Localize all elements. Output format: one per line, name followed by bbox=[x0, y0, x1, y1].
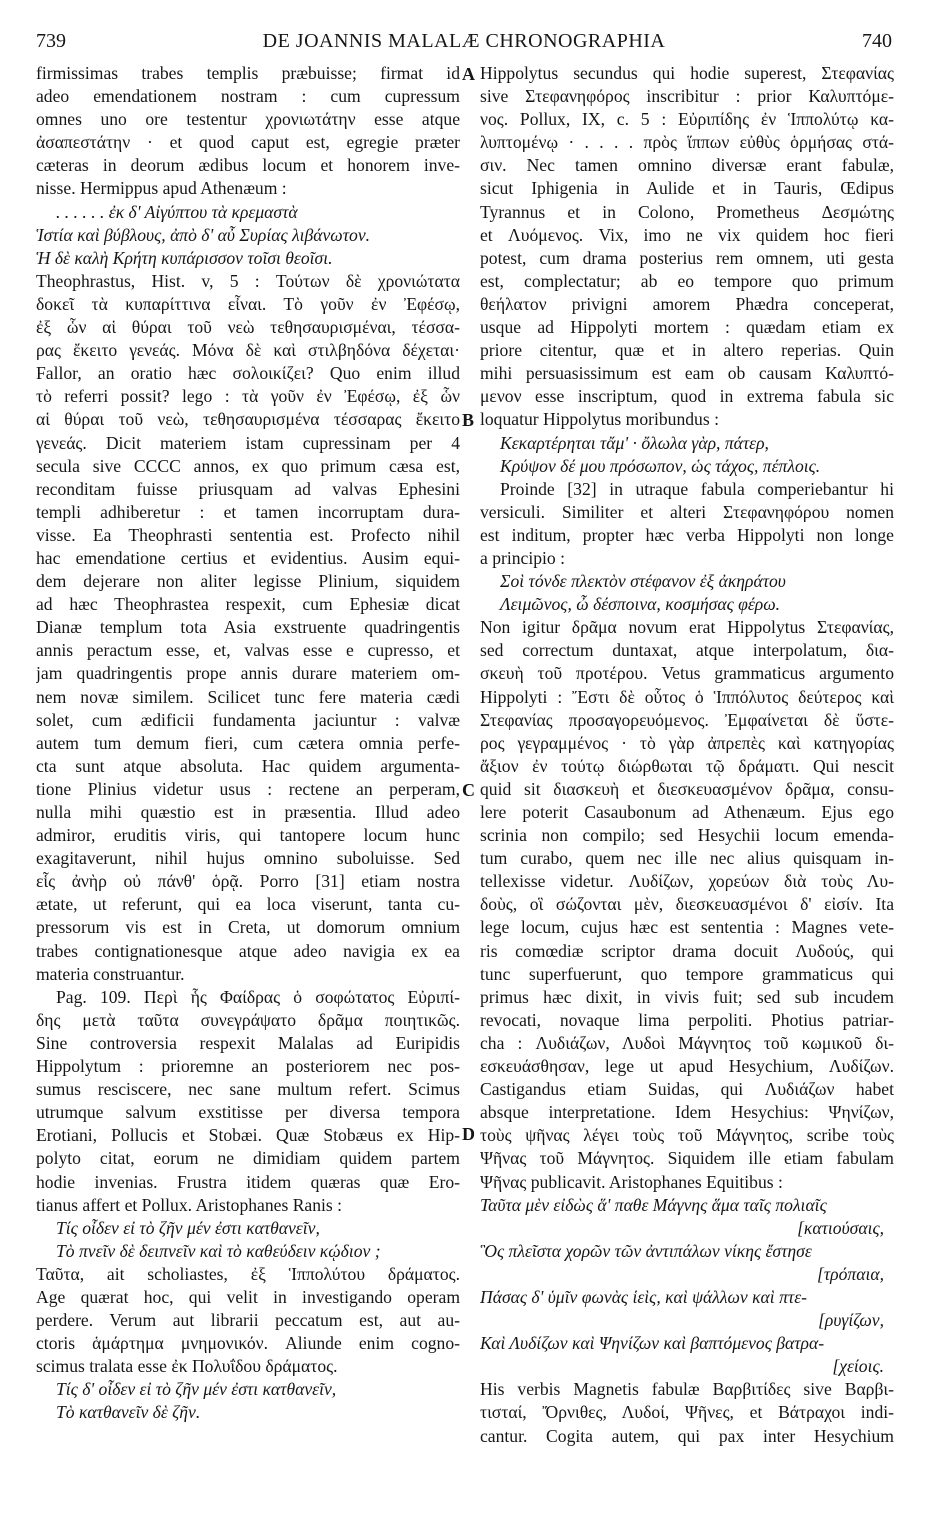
text-line: hodie invenias. Frustra itidem quæras quæ Ero- bbox=[36, 1171, 460, 1192]
verse-line: Ὃς πλεῖστα χορῶν τῶν ἀντιπάλων νίκης ἔστησε bbox=[480, 1240, 812, 1261]
page-number-right: 740 bbox=[862, 30, 892, 52]
text-line: tellexisse videtur. Λυδίζων, χορεύων διὰ τοὺς Λυ- bbox=[480, 871, 894, 892]
verse-line: [ρυγίζων, bbox=[818, 1310, 884, 1331]
text-line: lere poterit Casaubonum ad Athenæum. Ejus ego bbox=[480, 802, 894, 822]
text-line: μενον esse inscriptum, quod in extrema fabula sic bbox=[480, 386, 894, 407]
text-line: σιν. Nec tamen omnino diversæ erant fabulæ, bbox=[480, 155, 894, 176]
text-line: priore citentur, quæ et in altero reperias. Quin bbox=[480, 340, 894, 361]
text-line: scrinia non compilo; sed Hesychii locum emenda- bbox=[480, 825, 894, 846]
verse-line: Τίς δ' οἶδεν εἰ τὸ ζῆν μέν ἐστι κατθανεῖν, bbox=[56, 1379, 337, 1400]
text-line: perdere. Verum aut librarii peccatum est, aut au- bbox=[36, 1310, 460, 1331]
verse-line: [χείοις. bbox=[832, 1356, 884, 1377]
text-line: Hippolyti : Ἔστι δὲ οὗτος ὁ Ἱππόλυτος δεύτερος καὶ bbox=[480, 686, 894, 707]
verse-line: Τὸ κατθανεῖν δὲ ζῆν. bbox=[56, 1402, 201, 1423]
text-line: ἀσαπεστάτην · et quod caput est, egregie præter bbox=[36, 132, 460, 153]
text-line: a principio : bbox=[480, 547, 566, 568]
text-line: tum curabo, quem nec ille nec alius quisquam in- bbox=[480, 848, 894, 869]
text-line: Ψῆνας τοῦ Μάγνητος. Siquidem ille etiam fabulam bbox=[480, 1148, 894, 1169]
page-header bbox=[36, 30, 892, 58]
text-line: εσκευάσθησαν, lege ut apud Hesychium, Λυδίζων. bbox=[480, 1056, 894, 1077]
text-line: mihi persuasissimum est eam ob causam Καλυπτό- bbox=[480, 363, 894, 384]
text-line: primus hæc dixit, in vivis fuit; sed sub incudem bbox=[480, 986, 894, 1007]
text-line: λυπτομένῳ · . . . . πρὸς ἵππων εὐθὺς ὁρμήσας στά- bbox=[480, 132, 894, 153]
text-line: Theophrastus, Hist. v, 5 : Τούτων δὲ χρονιώτατα bbox=[36, 270, 460, 291]
verse-line: Καὶ Λυδίζων καὶ Ψηνίζων καὶ βαπτόμενος βατρα- bbox=[480, 1333, 825, 1354]
text-line: annis peractum esse, et, valvas esse e cupresso, et bbox=[36, 640, 460, 661]
text-line: nem novæ similem. Scilicet tunc fere materia cædi bbox=[36, 686, 460, 707]
text-line: tianus affert et Pollux. Aristophanes Ranis : bbox=[36, 1194, 343, 1215]
text-line: τὸ referri possit? lego : τὰ γοῦν ἐν Ἐφέσῳ, ἐξ ὧν bbox=[36, 386, 460, 407]
text-line: dem dejerare non aliter legisse Plinium, siquidem bbox=[36, 571, 460, 592]
text-line: utrumque salvum exstitisse per diversa tempora bbox=[36, 1102, 460, 1123]
text-line: ἄξιον ἐν τούτῳ διώρθωται τῷ δράματι. Qui nescit bbox=[480, 755, 894, 776]
text-line: sive Στεφανηφόρος inscribitur : prior Καλυπτόμε- bbox=[480, 86, 894, 107]
text-line: sed correctum duntaxat, atque interpolatum, δια- bbox=[480, 640, 894, 661]
text-line: trabes contignationesque atque adeo navigia ex ea bbox=[36, 940, 460, 961]
verse-line: Τὸ πνεῖν δὲ δειπνεῖν καὶ τὸ καθεύδειν κῴδιον ; bbox=[56, 1240, 381, 1261]
text-line: Hippolytum : prioremne an posteriorem nec pos- bbox=[36, 1056, 460, 1077]
text-line: Tyrannus et in Colono, Prometheus Δεσμώτης bbox=[480, 201, 894, 222]
text-line: τισταί, Ὄρνιθες, Λυδοί, Ψῆνες, et Βάτραχοι indi- bbox=[480, 1402, 894, 1423]
left-column bbox=[36, 62, 460, 1425]
text-line: His verbis Magnetis fabulæ Βαρβιτίδες sive Βαρβι- bbox=[480, 1379, 894, 1400]
verse-line: . . . . . . ἐκ δ' Αἰγύπτου τὰ κρεμαστὰ bbox=[56, 201, 298, 222]
text-line: secula sive CCCC annos, ex quo primum cæsa est, bbox=[36, 455, 460, 476]
text-line: versiculi. Similiter et alteri Στεφανηφόρου nomen bbox=[480, 501, 894, 522]
text-line: usque ad Hippolyti mortem : quædam etiam ex bbox=[480, 317, 894, 338]
text-line: ris comœdiæ scriptor drama docuit Λυδούς, qui bbox=[480, 940, 894, 961]
text-line: firmissimas trabes templis præbuisse; firmat id bbox=[36, 63, 460, 83]
right-column bbox=[480, 62, 894, 1448]
verse-line: [τρόπαια, bbox=[817, 1263, 884, 1284]
page-number-left: 739 bbox=[36, 30, 66, 52]
text-line: lege locum, cujus hæc est sententia : Magnes vete- bbox=[480, 917, 894, 938]
text-line: εἷς ἀνὴρ οὐ πάνθ' ὁρᾷ. Porro [31] etiam nostra bbox=[36, 871, 460, 892]
text-line: cantur. Cogita autem, qui pax inter Hesychium bbox=[480, 1425, 894, 1446]
text-line: ætate, ut referunt, qui ea loca viserunt, tanta cu- bbox=[36, 894, 460, 915]
text-line: Sine controversia respexit Malalas ad Euripidis bbox=[36, 1032, 460, 1053]
verse-line: Ἱστία καὶ βύβλους, ἀπὸ δ' αὖ Συρίας λιβάνωτον. bbox=[36, 224, 371, 245]
text-line: est, complectatur; ab eo tempore quo primum bbox=[480, 270, 894, 291]
text-line: autem tum demum fieri, cum cætera omnia perfe- bbox=[36, 732, 460, 753]
text-line: ρος γεγραμμένος · τὸ γὰρ ἀπρεπὲς καὶ κατηγορίας bbox=[480, 732, 894, 753]
text-line: sicut Iphigenia in Aulide et in Tauris, Œdipus bbox=[480, 178, 894, 199]
text-line: ρας ἔκειτο γενεάς. Μόνα δὲ καὶ στιλβηδόνα δέχεται· bbox=[36, 340, 460, 361]
text-line: reconditam fuisse priusquam ad valvas Ephesini bbox=[36, 478, 460, 499]
running-title: DE JOANNIS MALALÆ CHRONOGRAPHIA bbox=[262, 30, 666, 52]
verse-line: Σοὶ τόνδε πλεκτὸν στέφανον ἐξ ἀκηράτου bbox=[500, 571, 786, 592]
text-line: hac emendatione certius et evidentius. Ausim equi- bbox=[36, 547, 460, 568]
text-line: τοὺς ψῆνας λέγει τοὺς τοῦ Μάγνητος, scribe τοὺς bbox=[480, 1125, 894, 1146]
text-line: δης μετὰ ταῦτα συνεγράψατο δρᾶμα ποιητικῶς. bbox=[36, 1009, 460, 1030]
text-line: Hippolytus secundus qui hodie superest, Στεφανίας bbox=[480, 63, 894, 83]
text-line: potest, cum drama posterius rem omnem, uti gesta bbox=[480, 247, 894, 268]
text-line: cha : Λυδιάζων, Λυδοὶ Μάγνητος τοῦ κωμικοῦ δι- bbox=[480, 1032, 894, 1053]
text-line: ctoris ἁμάρτημα μνημονικόν. Aliunde enim cogno- bbox=[36, 1333, 460, 1354]
text-line: δοκεῖ τὰ κυπαρίττινα εἶναι. Τὸ γοῦν ἐν Ἐφέσῳ, bbox=[36, 293, 460, 314]
text-line: admiror, eruditis viris, qui tantopere locum hunc bbox=[36, 825, 460, 846]
text-line: loquatur Hippolytus moribundus : bbox=[480, 409, 719, 430]
text-line: templi adhiberetur : et tamen incorruptam dura- bbox=[36, 501, 460, 522]
text-line: absque interpretatione. Idem Hesychius: Ψηνίζων, bbox=[480, 1102, 894, 1123]
text-line: adeo emendationem nostram : cum cupressum bbox=[36, 86, 460, 107]
verse-line: Κρύψον δέ μου πρόσωπον, ὡς τάχος, πέπλοις. bbox=[500, 455, 821, 476]
text-line: nulla mihi quæstio est in præsentia. Illud adeo bbox=[36, 802, 460, 822]
text-line: est inditum, propter hæc verba Hippolyti non longe bbox=[480, 524, 894, 545]
verse-line: Κεκαρτέρηται τἄμ' · ὄλωλα γὰρ, πάτερ, bbox=[500, 432, 769, 453]
verse-line: Τίς οἶδεν εἰ τὸ ζῆν μέν ἐστι κατθανεῖν, bbox=[56, 1217, 320, 1238]
text-line: ad hæc Theophrastea respexit, cum Ephesiæ dicat bbox=[36, 594, 460, 615]
text-line: γενεάς. Dicit materiem istam cupressinam per 4 bbox=[36, 432, 460, 453]
text-line: Erotiani, Pollucis et Stobæi. Quæ Stobæus ex Hip- bbox=[36, 1125, 460, 1146]
text-line: et Λυόμενος. Vix, imo ne vix quidem hoc fieri bbox=[480, 224, 894, 245]
text-line: sumus resciscere, nec sane multum refert. Scimus bbox=[36, 1079, 460, 1100]
text-line: revocati, novaque lima perpoliti. Photius patriar- bbox=[480, 1009, 894, 1030]
text-line: Non igitur δρᾶμα novum erat Hippolytus Στεφανίας, bbox=[480, 617, 894, 638]
text-line: σκευὴ τοῦ προτέρου. Vetus grammaticus argumento bbox=[480, 663, 894, 684]
text-line: Ταῦτα, ait scholiastes, ἐξ Ἱππολύτου δράματος. bbox=[36, 1263, 460, 1284]
text-line: Castigandus etiam Suidas, qui Λυδιάζων habet bbox=[480, 1079, 894, 1100]
text-line: Pag. 109. Περὶ ἧς Φαίδρας ὁ σοφώτατος Εὐριπί- bbox=[56, 986, 460, 1007]
text-line: solet, cum ædificii fundamenta jaciuntur : valvæ bbox=[36, 709, 460, 730]
text-line: visse. Ea Theophrasti sententia est. Profecto nihil bbox=[36, 524, 460, 545]
text-line: exagitaverunt, nihil hujus omnino suboluisse. Sed bbox=[36, 848, 460, 869]
text-line: αἱ θύραι τοῦ νεὼ, τεθησαυρισμένα τέσσαρας ἔκειτο bbox=[36, 409, 460, 430]
text-line: Age quærat hoc, qui velit in investigando operam bbox=[36, 1286, 460, 1307]
verse-line: Ταῦτα μὲν εἰδὼς ἅ' παθε Μάγνης ἅμα ταῖς πολιαῖς bbox=[480, 1194, 827, 1215]
text-line: scimus tralata esse ἐκ Πολυΐδου δράματος. bbox=[36, 1356, 338, 1377]
text-line: Ψῆνας publicavit. Aristophanes Equitibus : bbox=[480, 1171, 783, 1192]
verse-line: Πάσας δ' ὑμῖν φωνὰς ἱεὶς, καὶ ψάλλων καὶ πτε- bbox=[480, 1286, 807, 1307]
text-line: ἐξ ὧν αἱ θύραι τοῦ νεὼ τεθησαυρισμέναι, τέσσα- bbox=[36, 317, 460, 338]
section-marker-d: D bbox=[462, 1124, 475, 1144]
text-line: nisse. Hermippus apud Athenæum : bbox=[36, 178, 287, 199]
text-line: θεήλατον privigni amorem Phædra conceperat, bbox=[480, 293, 894, 314]
verse-line: [κατιούσαις, bbox=[797, 1217, 884, 1238]
text-line: jam quadringentis prope annis durare materiem om- bbox=[36, 663, 460, 684]
section-marker-a: A bbox=[462, 64, 475, 84]
text-line: polyto citat, eorum ne dimidiam quidem partem bbox=[36, 1148, 460, 1169]
text-line: tione Plinius videtur usus : rectene an perperam, bbox=[36, 778, 460, 799]
section-marker-b: B bbox=[462, 410, 475, 430]
text-line: Dianæ templum tota Asia exstruente quadringentis bbox=[36, 617, 460, 638]
section-marker-c: C bbox=[462, 780, 475, 800]
text-line: Proinde [32] in utraque fabula comperiebantur hi bbox=[500, 478, 894, 499]
text-line: νος. Pollux, IX, c. 5 : Εὐριπίδης ἐν Ἱππολύτῳ κα- bbox=[480, 109, 894, 130]
text-line: tunc superfuerunt, quo tempore grammaticus qui bbox=[480, 963, 894, 984]
text-line: δοὺς, οἳ σώζονται μὲν, διεσκευασμένοι δ' εἰσίν. Ita bbox=[480, 894, 894, 915]
text-line: cta sunt atque absoluta. Hac quidem argumenta- bbox=[36, 755, 460, 776]
verse-line: Λειμῶνος, ὦ δέσποινα, κοσμήσας φέρω. bbox=[500, 594, 781, 615]
text-line: pressorum vis est in Creta, ut domorum omnium bbox=[36, 917, 460, 938]
text-line: omnes uno ore testentur χρονιωτάτην esse atque bbox=[36, 109, 460, 130]
text-line: cæteras in deorum ædibus locum et honorem inve- bbox=[36, 155, 460, 176]
text-line: Στεφανίας προσαγορευόμενος. Ἐμφαίνεται δὲ ὕστε- bbox=[480, 709, 894, 730]
text-line: materia construantur. bbox=[36, 963, 185, 984]
verse-line: Ἡ δὲ καλὴ Κρήτη κυπάρισσον τοῖσι θεοῖσι. bbox=[36, 247, 333, 268]
text-line: Fallor, an oratio hæc σολοικίζει? Quo enim illud bbox=[36, 363, 460, 384]
text-line: quid sit διασκευὴ et διεσκευασμένον δρᾶμα, consu- bbox=[480, 778, 894, 799]
